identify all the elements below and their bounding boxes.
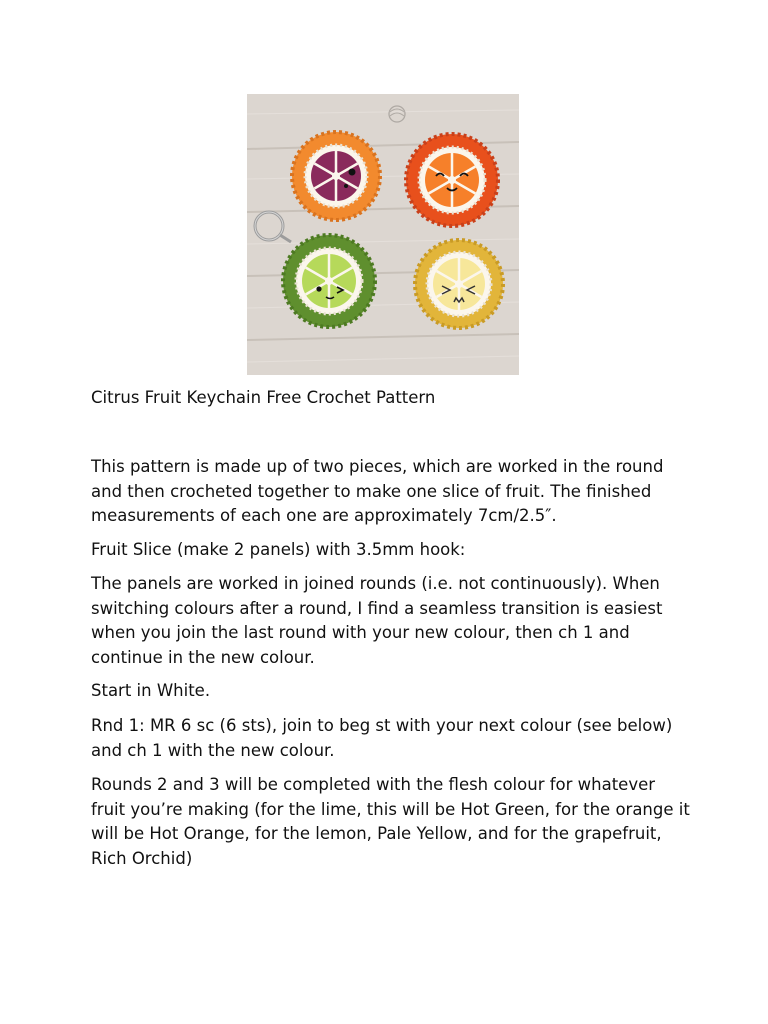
paragraph-rounds-2-3: Rounds 2 and 3 will be completed with the flesh colour for whatever fruit you’re making (for the lime, this will be Hot Green, for the orange it will be Hot Orange, for the lemon, Pale Yellow, and for the grapefruit, Rich Orchid) xyxy=(91,775,690,868)
lime-slice xyxy=(283,235,375,327)
wood-background xyxy=(247,94,519,375)
lemon-slice xyxy=(415,240,503,328)
orange-slice xyxy=(406,134,498,226)
crochet-fruit-photo xyxy=(247,94,519,375)
paragraph-start-white: Start in White. xyxy=(91,681,211,700)
paragraph-intro: This pattern is made up of two pieces, which are worked in the round and then crocheted together to make one slice of fruit. The finished measurements of each one are approximately 7cm/2.5″. xyxy=(91,457,664,525)
paragraph-round-1: Rnd 1: MR 6 sc (6 sts), join to beg st with your next colour (see below) and ch 1 with the new colour. xyxy=(91,716,673,760)
document-title: Citrus Fruit Keychain Free Crochet Pattern xyxy=(91,388,436,407)
paragraph-joined-rounds: The panels are worked in joined rounds (i.e. not continuously). When switching colours after a round, I find a seamless transition is easiest when you join the last round with your new colour, then ch 1 and continue in the new colour. xyxy=(91,574,663,667)
fruit-keychains-illustration xyxy=(247,94,519,375)
grapefruit-slice xyxy=(292,132,380,220)
paragraph-fruit-slice: Fruit Slice (make 2 panels) with 3.5mm hook: xyxy=(91,540,466,559)
